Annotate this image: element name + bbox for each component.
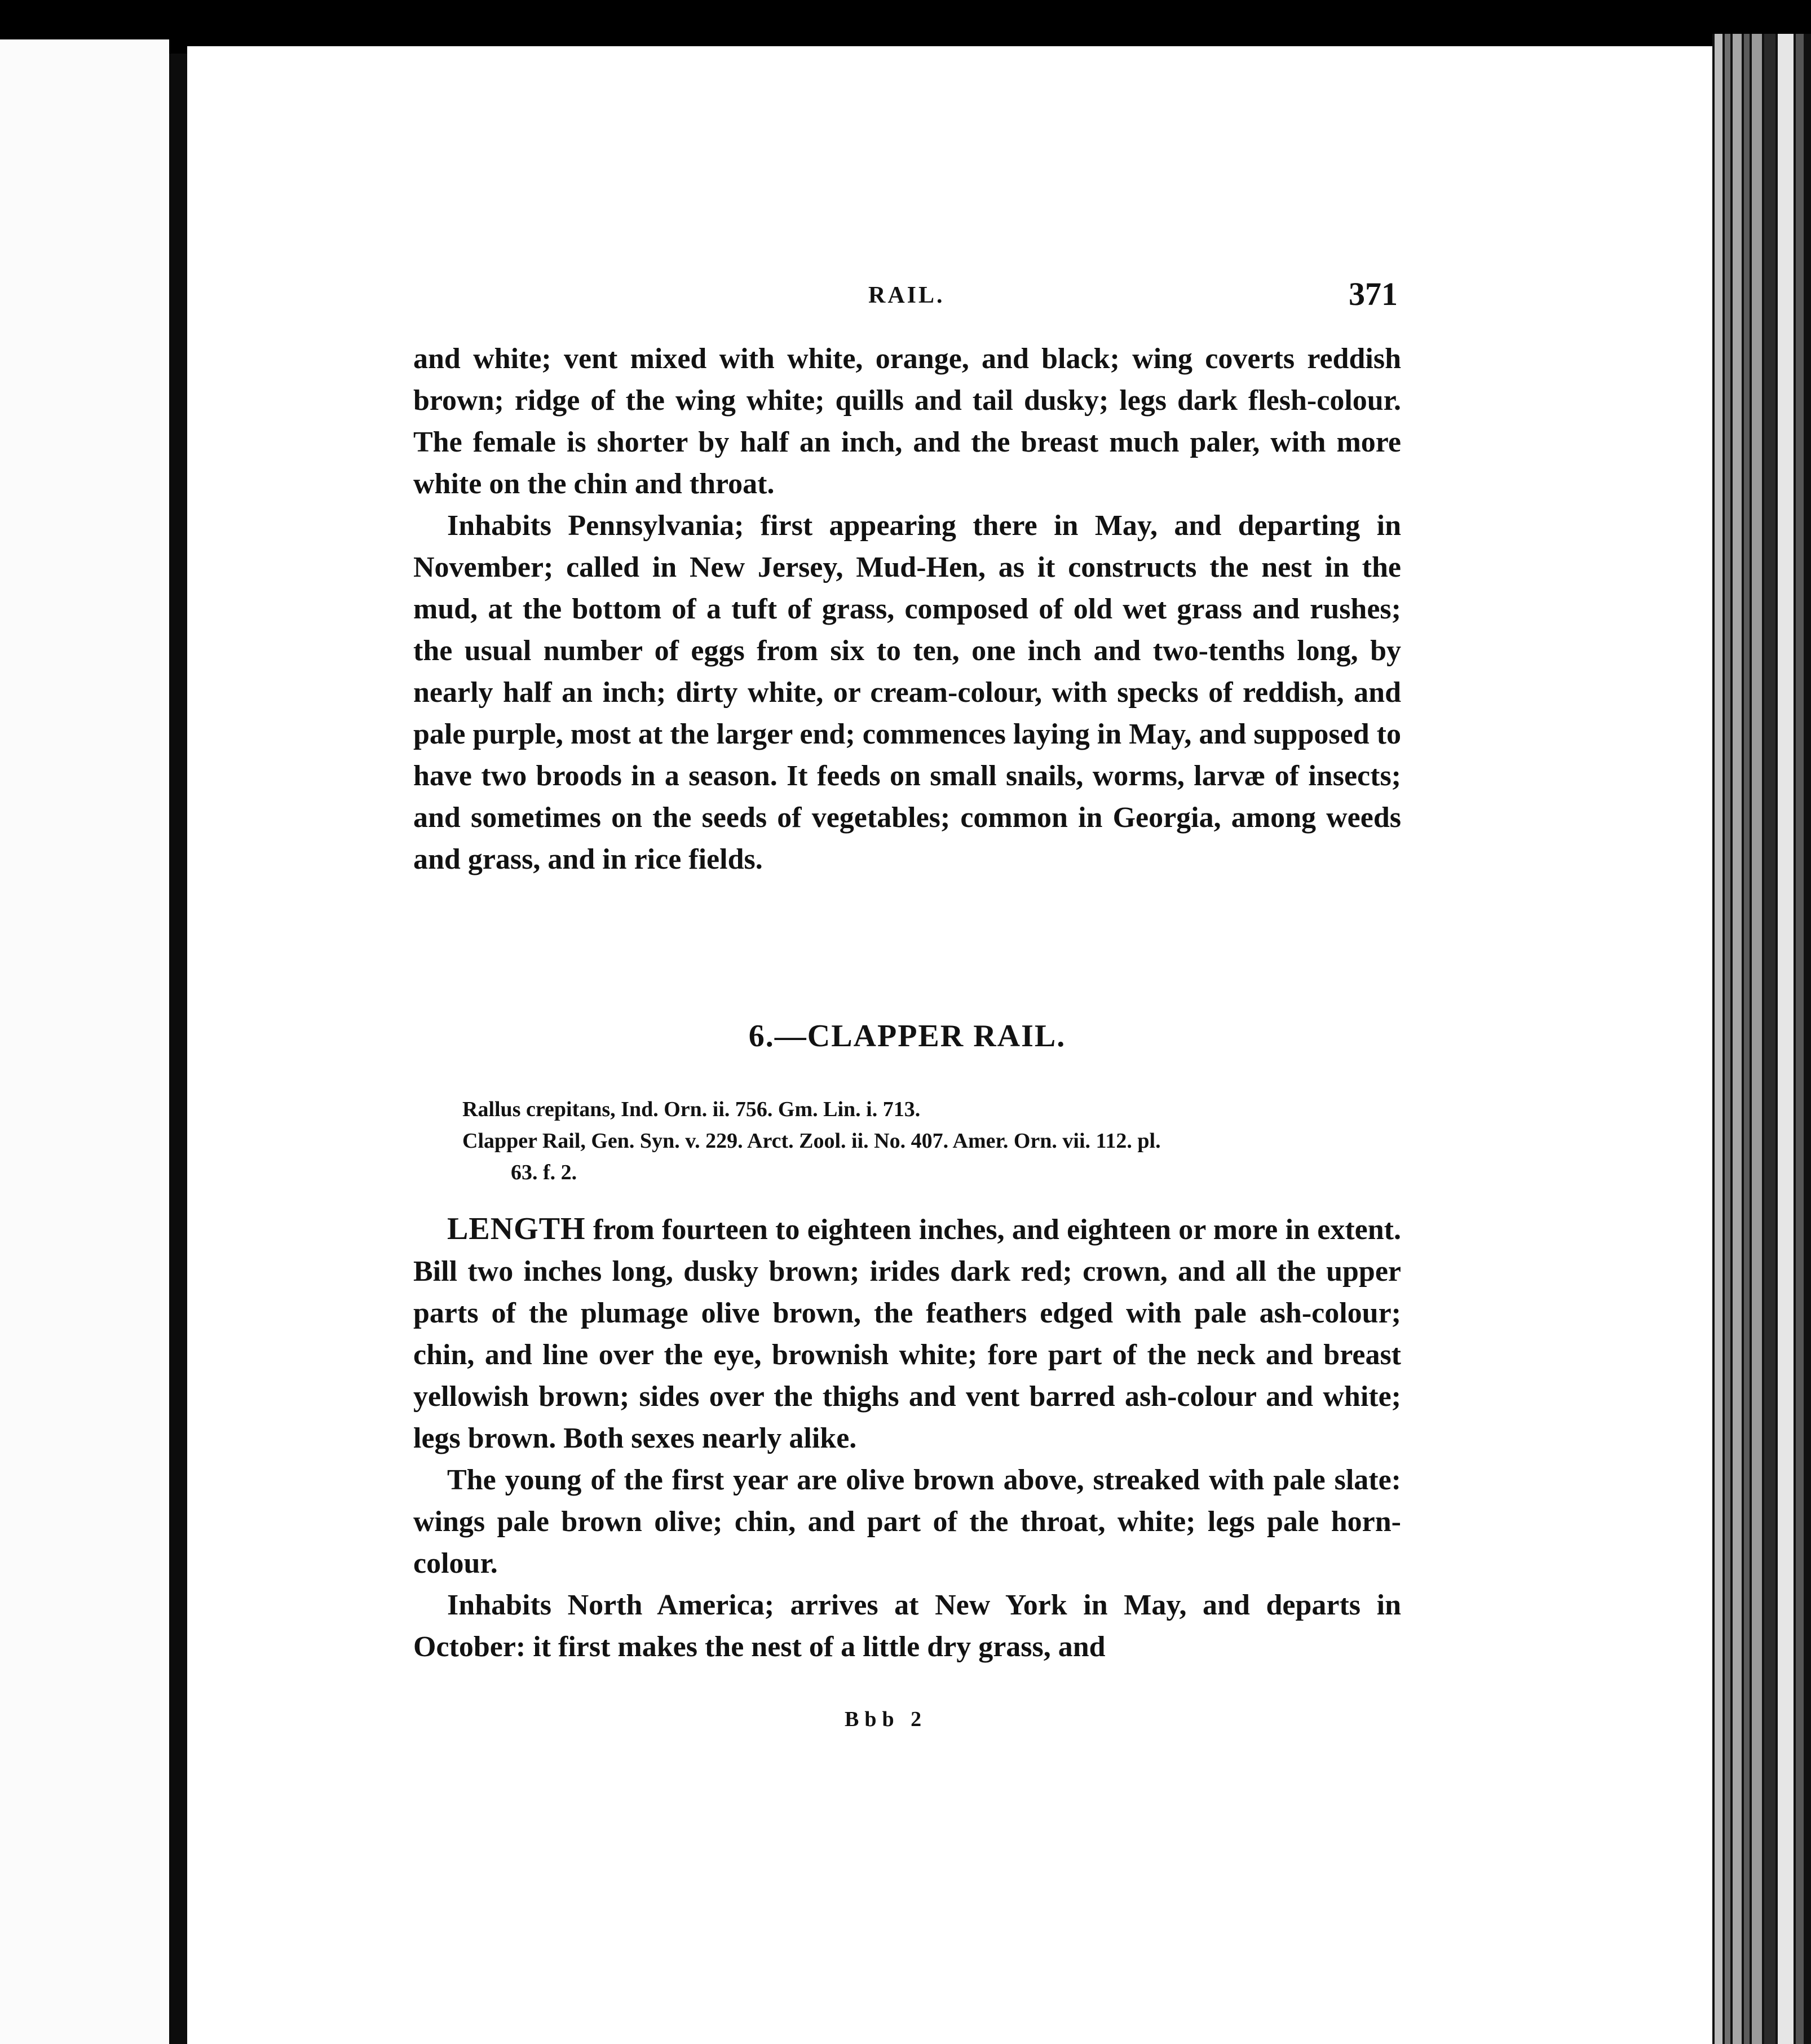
paragraph-description bbox=[413, 1208, 1401, 1459]
page-edge-strip bbox=[1752, 34, 1762, 2044]
synonym-line: 63. f. 2. bbox=[511, 1161, 577, 1184]
synonymy-block bbox=[462, 1094, 1401, 1188]
paragraph-range: Inhabits North America; arrives at New York in May, and departs in October: it first makes the nest of a little dry grass, and bbox=[413, 1589, 1401, 1663]
paragraph-continuation: and white; vent mixed with white, orange, and black; wing coverts reddish brown; ridge of the wing white; quills and tail dusky; legs dark flesh-colour. The female is shorter by half an inch, and the breast much paler, with more white on the chin and throat. bbox=[413, 343, 1401, 500]
synonym-line: Rallus crepitans, Ind. Orn. ii. 756. Gm. Lin. i. 713. bbox=[462, 1098, 921, 1121]
paragraph-young: The young of the first year are olive brown above, streaked with pale slate: wings pale brown olive; chin, and part of the throat, white; legs pale horn-colour. bbox=[413, 1464, 1401, 1580]
page-number: 371 bbox=[1349, 276, 1398, 312]
paragraph-habitat: Inhabits Pennsylvania; first appearing there in May, and departing in November; called in New Jersey, Mud-Hen, as it constructs the nest in the mud, at the bottom of a tuft of grass, composed of old wet grass and rushes; the usual number of eggs from six to ten, one inch and two-tenths long, by nearly half an inch; dirty white, or cream-colour, with specks of reddish, and pale purple, most at the larger end; commences laying in May, and supposed to have two broods in a season. It feeds on small snails, worms, larvæ of insects; and sometimes on the seeds of vegetables; common in Georgia, among weeds and grass, and in rice fields. bbox=[413, 510, 1401, 875]
page-edge-strip bbox=[1733, 34, 1742, 2044]
running-head: RAIL. bbox=[868, 282, 945, 308]
page-edge-strip bbox=[1725, 34, 1730, 2044]
section-heading: 6.—CLAPPER RAIL. bbox=[748, 1019, 1066, 1054]
paragraph-text: from fourteen to eighteen inches, and eighteen or more in extent. Bill two inches long, dusky brown; irides dark red; crown, and all the upper parts of the plumage olive brown, the feathers edged with pale ash-colour; chin, and line over the eye, brownish white; fore part of the neck and breast yellowish brown; sides over the thighs and vent barred ash-colour and white; legs brown. Both sexes nearly alike. bbox=[413, 1214, 1401, 1454]
page-edge-strip bbox=[1796, 34, 1804, 2044]
body-text-block bbox=[413, 1208, 1401, 1668]
lead-word: LENGTH bbox=[447, 1211, 586, 1246]
page-edge-strip bbox=[1715, 34, 1722, 2044]
page-edges bbox=[1712, 34, 1811, 2044]
book-gutter bbox=[169, 54, 187, 2044]
signature-mark: Bbb 2 bbox=[845, 1707, 927, 1731]
top-text-block bbox=[413, 338, 1401, 881]
page-edge-strip bbox=[1764, 34, 1775, 2044]
page-edge-strip bbox=[1744, 34, 1750, 2044]
previous-page-edge bbox=[0, 39, 169, 2044]
page-edge-strip bbox=[1778, 34, 1794, 2044]
synonym-line: Clapper Rail, Gen. Syn. v. 229. Arct. Zool. ii. No. 407. Amer. Orn. vii. 112. pl. bbox=[462, 1129, 1161, 1153]
